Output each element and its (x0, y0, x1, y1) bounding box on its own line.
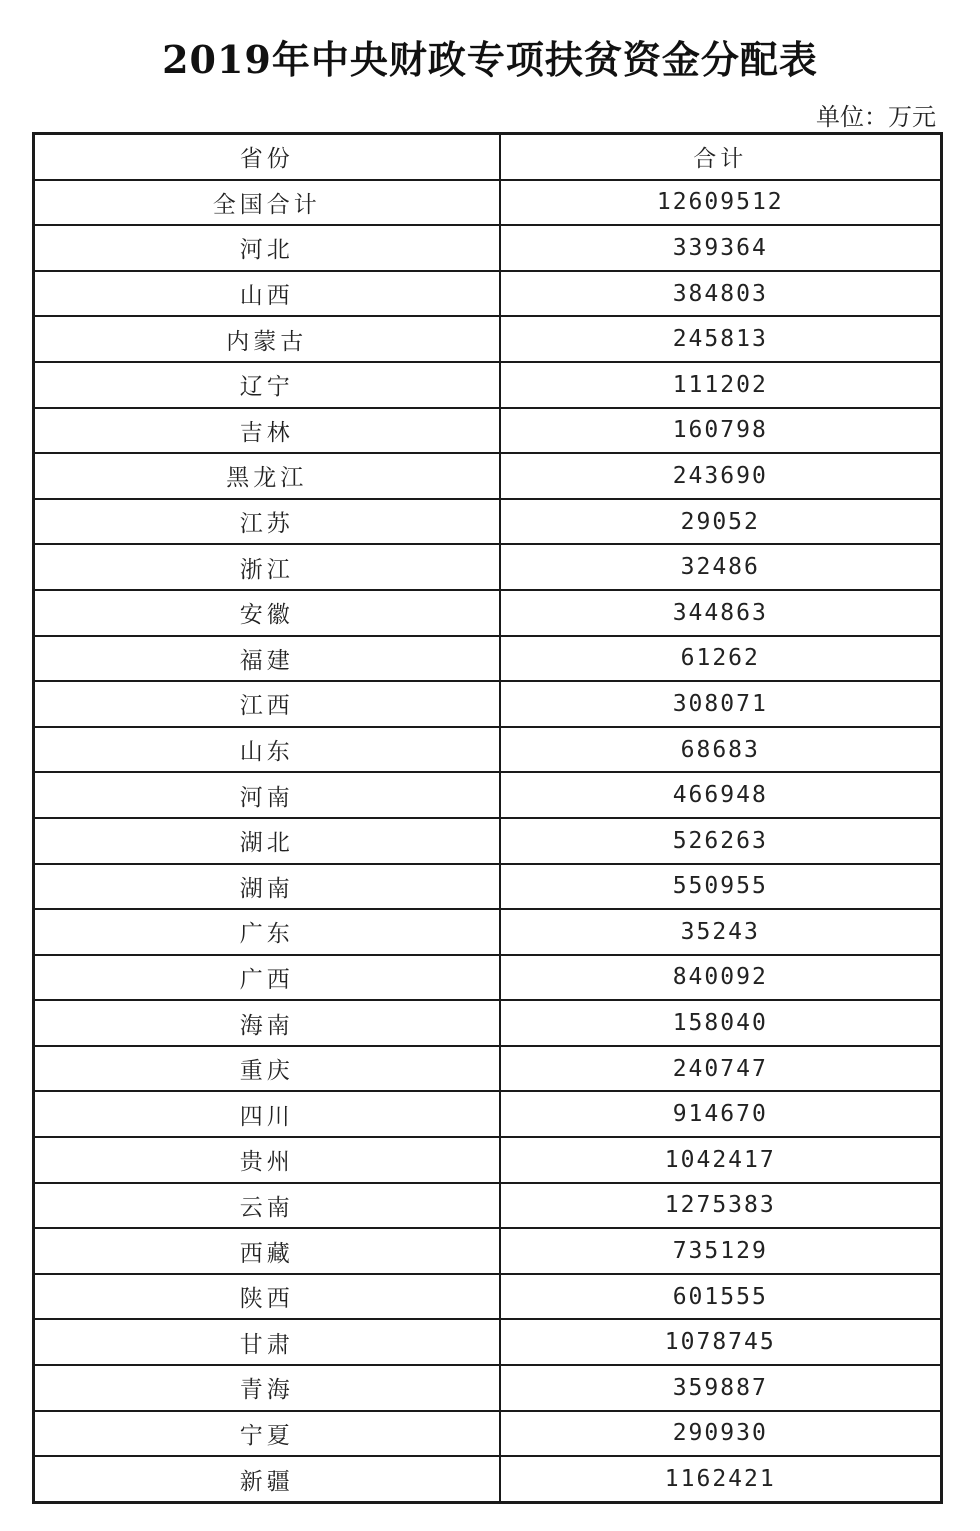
province-cell: 吉林 (34, 408, 500, 454)
province-cell: 河北 (34, 225, 500, 271)
table-header-row (34, 134, 942, 180)
province-cell: 湖南 (34, 864, 500, 910)
total-cell: 384803 (500, 271, 942, 317)
table-row (34, 1456, 942, 1502)
province-cell: 福建 (34, 636, 500, 682)
province-cell: 广东 (34, 909, 500, 955)
column-header-total: 合计 (500, 134, 942, 180)
total-cell: 1275383 (500, 1183, 942, 1229)
table-row (34, 727, 942, 773)
total-cell: 158040 (500, 1000, 942, 1046)
total-cell: 240747 (500, 1046, 942, 1092)
province-cell: 甘肃 (34, 1319, 500, 1365)
table-row (34, 818, 942, 864)
table-row (34, 1000, 942, 1046)
total-cell: 344863 (500, 590, 942, 636)
total-cell: 12609512 (500, 180, 942, 226)
table-row (34, 180, 942, 226)
province-cell: 重庆 (34, 1046, 500, 1092)
table-row (34, 955, 942, 1001)
province-cell: 西藏 (34, 1228, 500, 1274)
province-cell: 青海 (34, 1365, 500, 1411)
table-row (34, 1365, 942, 1411)
province-cell: 云南 (34, 1183, 500, 1229)
province-cell: 黑龙江 (34, 453, 500, 499)
allocation-table (32, 132, 943, 1504)
table-row (34, 225, 942, 271)
total-cell: 29052 (500, 499, 942, 545)
table-row (34, 453, 942, 499)
total-cell: 339364 (500, 225, 942, 271)
province-cell: 安徽 (34, 590, 500, 636)
total-cell: 735129 (500, 1228, 942, 1274)
table-row (34, 1046, 942, 1092)
total-cell: 466948 (500, 772, 942, 818)
province-cell: 山西 (34, 271, 500, 317)
total-cell: 1162421 (500, 1456, 942, 1502)
province-cell: 辽宁 (34, 362, 500, 408)
province-cell: 宁夏 (34, 1411, 500, 1457)
table-row (34, 316, 942, 362)
table-row (34, 362, 942, 408)
total-cell: 308071 (500, 681, 942, 727)
table-row (34, 636, 942, 682)
total-cell: 1042417 (500, 1137, 942, 1183)
total-cell: 243690 (500, 453, 942, 499)
table-row (34, 499, 942, 545)
total-cell: 914670 (500, 1091, 942, 1137)
total-cell: 111202 (500, 362, 942, 408)
table-row (34, 1274, 942, 1320)
table-row (34, 1137, 942, 1183)
province-cell: 江西 (34, 681, 500, 727)
province-cell: 湖北 (34, 818, 500, 864)
province-cell: 四川 (34, 1091, 500, 1137)
total-cell: 245813 (500, 316, 942, 362)
table-row (34, 1091, 942, 1137)
province-cell: 新疆 (34, 1456, 500, 1502)
table-row (34, 544, 942, 590)
total-cell: 550955 (500, 864, 942, 910)
total-cell: 359887 (500, 1365, 942, 1411)
table-row (34, 408, 942, 454)
province-cell: 全国合计 (34, 180, 500, 226)
total-cell: 61262 (500, 636, 942, 682)
table-row (34, 1183, 942, 1229)
total-cell: 160798 (500, 408, 942, 454)
province-cell: 山东 (34, 727, 500, 773)
table-row (34, 864, 942, 910)
table-row (34, 909, 942, 955)
table-row (34, 681, 942, 727)
table-row (34, 772, 942, 818)
table-row (34, 1228, 942, 1274)
province-cell: 广西 (34, 955, 500, 1001)
table-row (34, 590, 942, 636)
province-cell: 贵州 (34, 1137, 500, 1183)
total-cell: 526263 (500, 818, 942, 864)
total-cell: 840092 (500, 955, 942, 1001)
province-cell: 内蒙古 (34, 316, 500, 362)
table-row (34, 1319, 942, 1365)
province-cell: 陕西 (34, 1274, 500, 1320)
page-title: 2019年中央财政专项扶贫资金分配表 (162, 37, 818, 82)
table-body (34, 180, 942, 1503)
province-cell: 浙江 (34, 544, 500, 590)
province-cell: 河南 (34, 772, 500, 818)
total-cell: 290930 (500, 1411, 942, 1457)
total-cell: 601555 (500, 1274, 942, 1320)
unit-note: 单位：万元 (816, 103, 936, 131)
total-cell: 32486 (500, 544, 942, 590)
table-row (34, 1411, 942, 1457)
total-cell: 35243 (500, 909, 942, 955)
total-cell: 1078745 (500, 1319, 942, 1365)
province-cell: 江苏 (34, 499, 500, 545)
table-row (34, 271, 942, 317)
column-header-province: 省份 (34, 134, 500, 180)
total-cell: 68683 (500, 727, 942, 773)
province-cell: 海南 (34, 1000, 500, 1046)
